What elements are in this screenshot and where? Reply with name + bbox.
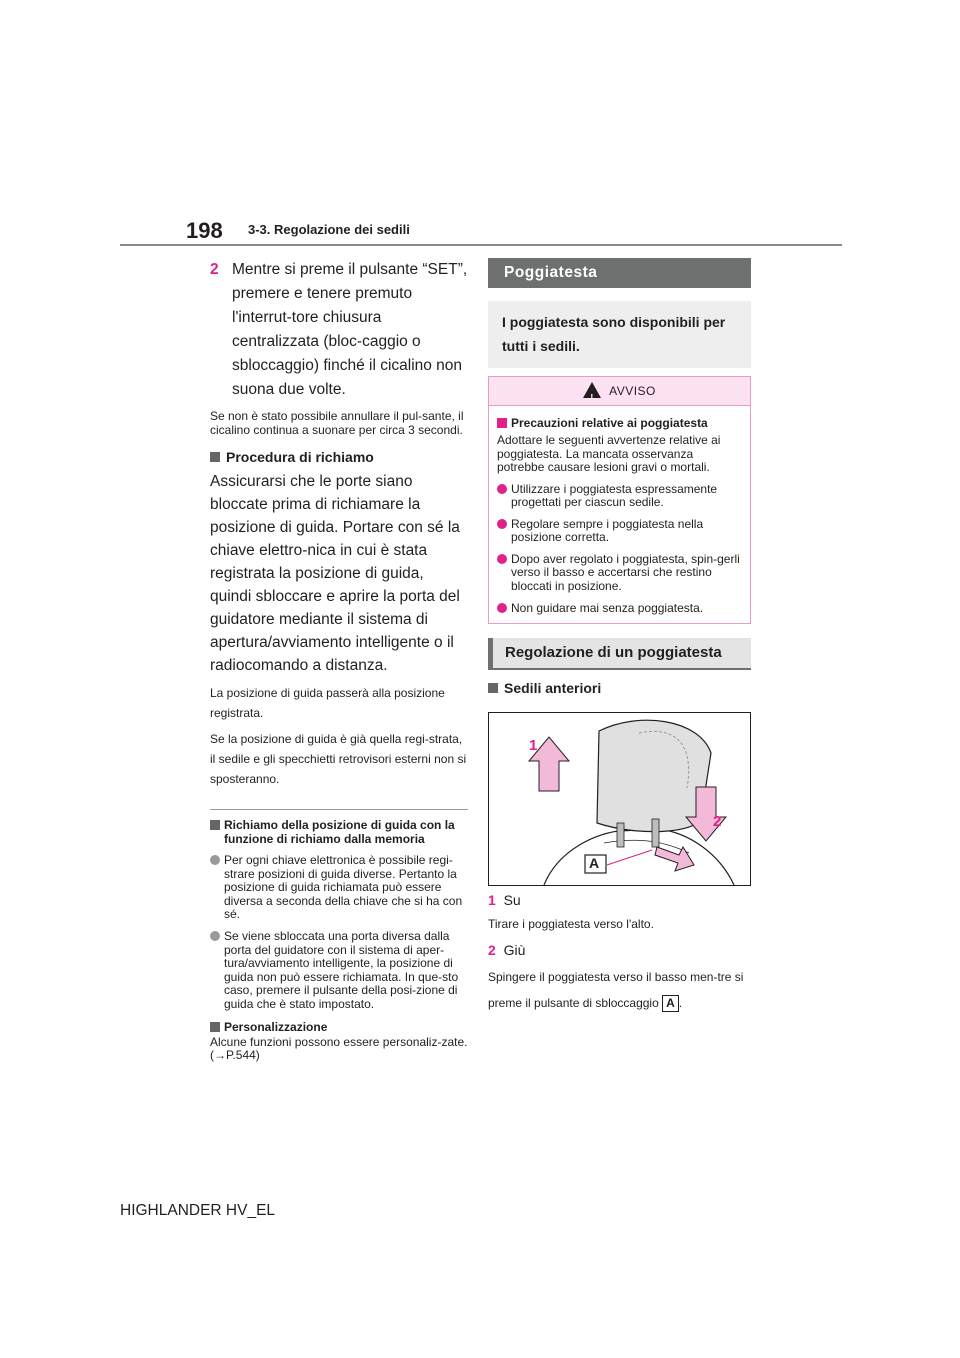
warning-item: Regolare sempre i poggiatesta nella posizione corretta. — [497, 518, 742, 545]
left-column — [210, 252, 468, 1063]
square-bullet-icon — [488, 683, 498, 693]
headrest-intro: I poggiatesta sono disponibili per tutti i sedili. — [488, 301, 751, 368]
divider — [210, 809, 468, 810]
headrest-header: Poggiatesta — [488, 258, 751, 288]
step-text: Mentre si preme il pulsante “SET”, premere e tenere premuto l'interrut-tore chiusura centralizzata (bloc-caggio o sbloccaggio) finché il cicalino non suona due volte. — [232, 261, 468, 398]
bullet-dot-icon — [497, 519, 507, 529]
label-up: 1 — [529, 737, 538, 755]
headrest-illustration — [488, 712, 751, 886]
step-up: 1 Su — [488, 892, 521, 909]
memory-title: Richiamo della posizione di guida con la funzione di richiamo dalla memoria — [210, 818, 468, 846]
warning-item: Non guidare mai senza poggiatesta. — [497, 602, 742, 616]
warning-header: !AVVISO — [489, 377, 750, 406]
adjust-header: Regolazione di un poggiatesta — [488, 638, 751, 670]
square-bullet-icon — [210, 820, 220, 830]
front-seats-title: Sedili anteriori — [488, 680, 751, 696]
square-bullet-icon — [210, 452, 220, 462]
warning-box — [488, 376, 751, 624]
bullet-dot-icon — [210, 855, 220, 865]
memory-item: Se viene sbloccata una porta diversa dalla porta del guidatore con il sistema di aper-tura/avviamento intelligente, la posizione di guida non può essere richiamata. In que-sto caso, premere il pulsante della posi-zione di guida che è stato impostato. — [210, 930, 468, 1012]
step-2 — [210, 258, 468, 402]
square-bullet-icon — [210, 1022, 220, 1032]
step-number: 2 — [210, 261, 219, 278]
footer-model: HIGHLANDER HV_EL — [120, 1202, 276, 1219]
bullet-dot-icon — [497, 554, 507, 564]
bullet-dot-icon — [497, 484, 507, 494]
section-title: 3-3. Regolazione dei sedili — [248, 222, 410, 237]
bullet-dot-icon — [210, 931, 220, 941]
custom-title: Personalizzazione — [210, 1020, 468, 1034]
warning-item: Dopo aver regolato i poggiatesta, spin-gerli verso il basso e accertarsi che restino bloccati in posizione. — [497, 553, 742, 594]
recall-note-2: Se la posizione di guida è già quella regi-strata, il sedile e gli specchietti retrovisori esterni non si sposteranno. — [210, 732, 467, 786]
step-down-desc: Spingere il poggiatesta verso il basso men-tre si preme il pulsante di sbloccaggio A . — [488, 969, 744, 1010]
warning-subtitle: Precauzioni relative ai poggiatesta — [497, 416, 742, 430]
warning-item: Utilizzare i poggiatesta espressamente progettati per ciascun sedile. — [497, 483, 742, 510]
step-2-note: Se non è stato possibile annullare il pul-sante, il cicalino continua a suonare per circa 3 secondi. — [210, 409, 464, 437]
label-button: A — [589, 855, 600, 872]
button-a-badge: A — [662, 995, 679, 1012]
memory-item: Per ogni chiave elettronica è possibile regi-strare posizioni di guida diverse. Pertanto la posizione di guida richiamata può essere diversa a seconda della chiave che si ha con sé. — [210, 854, 468, 922]
step-up-desc: Tirare i poggiatesta verso l'alto. — [488, 917, 654, 932]
warning-triangle-icon — [583, 382, 601, 398]
bullet-dot-icon — [497, 603, 507, 613]
page-number: 198 — [186, 218, 223, 243]
right-column — [488, 258, 751, 1016]
square-bullet-icon — [497, 418, 507, 428]
step-down: 2 Giù — [488, 941, 526, 958]
label-down: 2 — [713, 813, 722, 831]
recall-body: Assicurarsi che le porte siano bloccate prima di richiamare la posizione di guida. Portare con sé la chiave elettro-nica in cui è stata registrata la posizione di guida, quindi sbloccare e aprire la porta del guidatore mediante il sistema di apertura/avviamento intelligente o il radiocomando a distanza. — [210, 473, 460, 674]
warning-intro: Adottare le seguenti avvertenze relative ai poggiatesta. La mancata osservanza potrebbe causare lesioni gravi o mortali. — [497, 433, 721, 474]
recall-note-1: La posizione di guida passerà alla posizione registrata. — [210, 686, 445, 720]
custom-body: Alcune funzioni possono essere personaliz-zate. (→P.544) — [210, 1034, 468, 1063]
header-rule — [120, 244, 842, 246]
recall-title: Procedura di richiamo — [210, 449, 468, 465]
